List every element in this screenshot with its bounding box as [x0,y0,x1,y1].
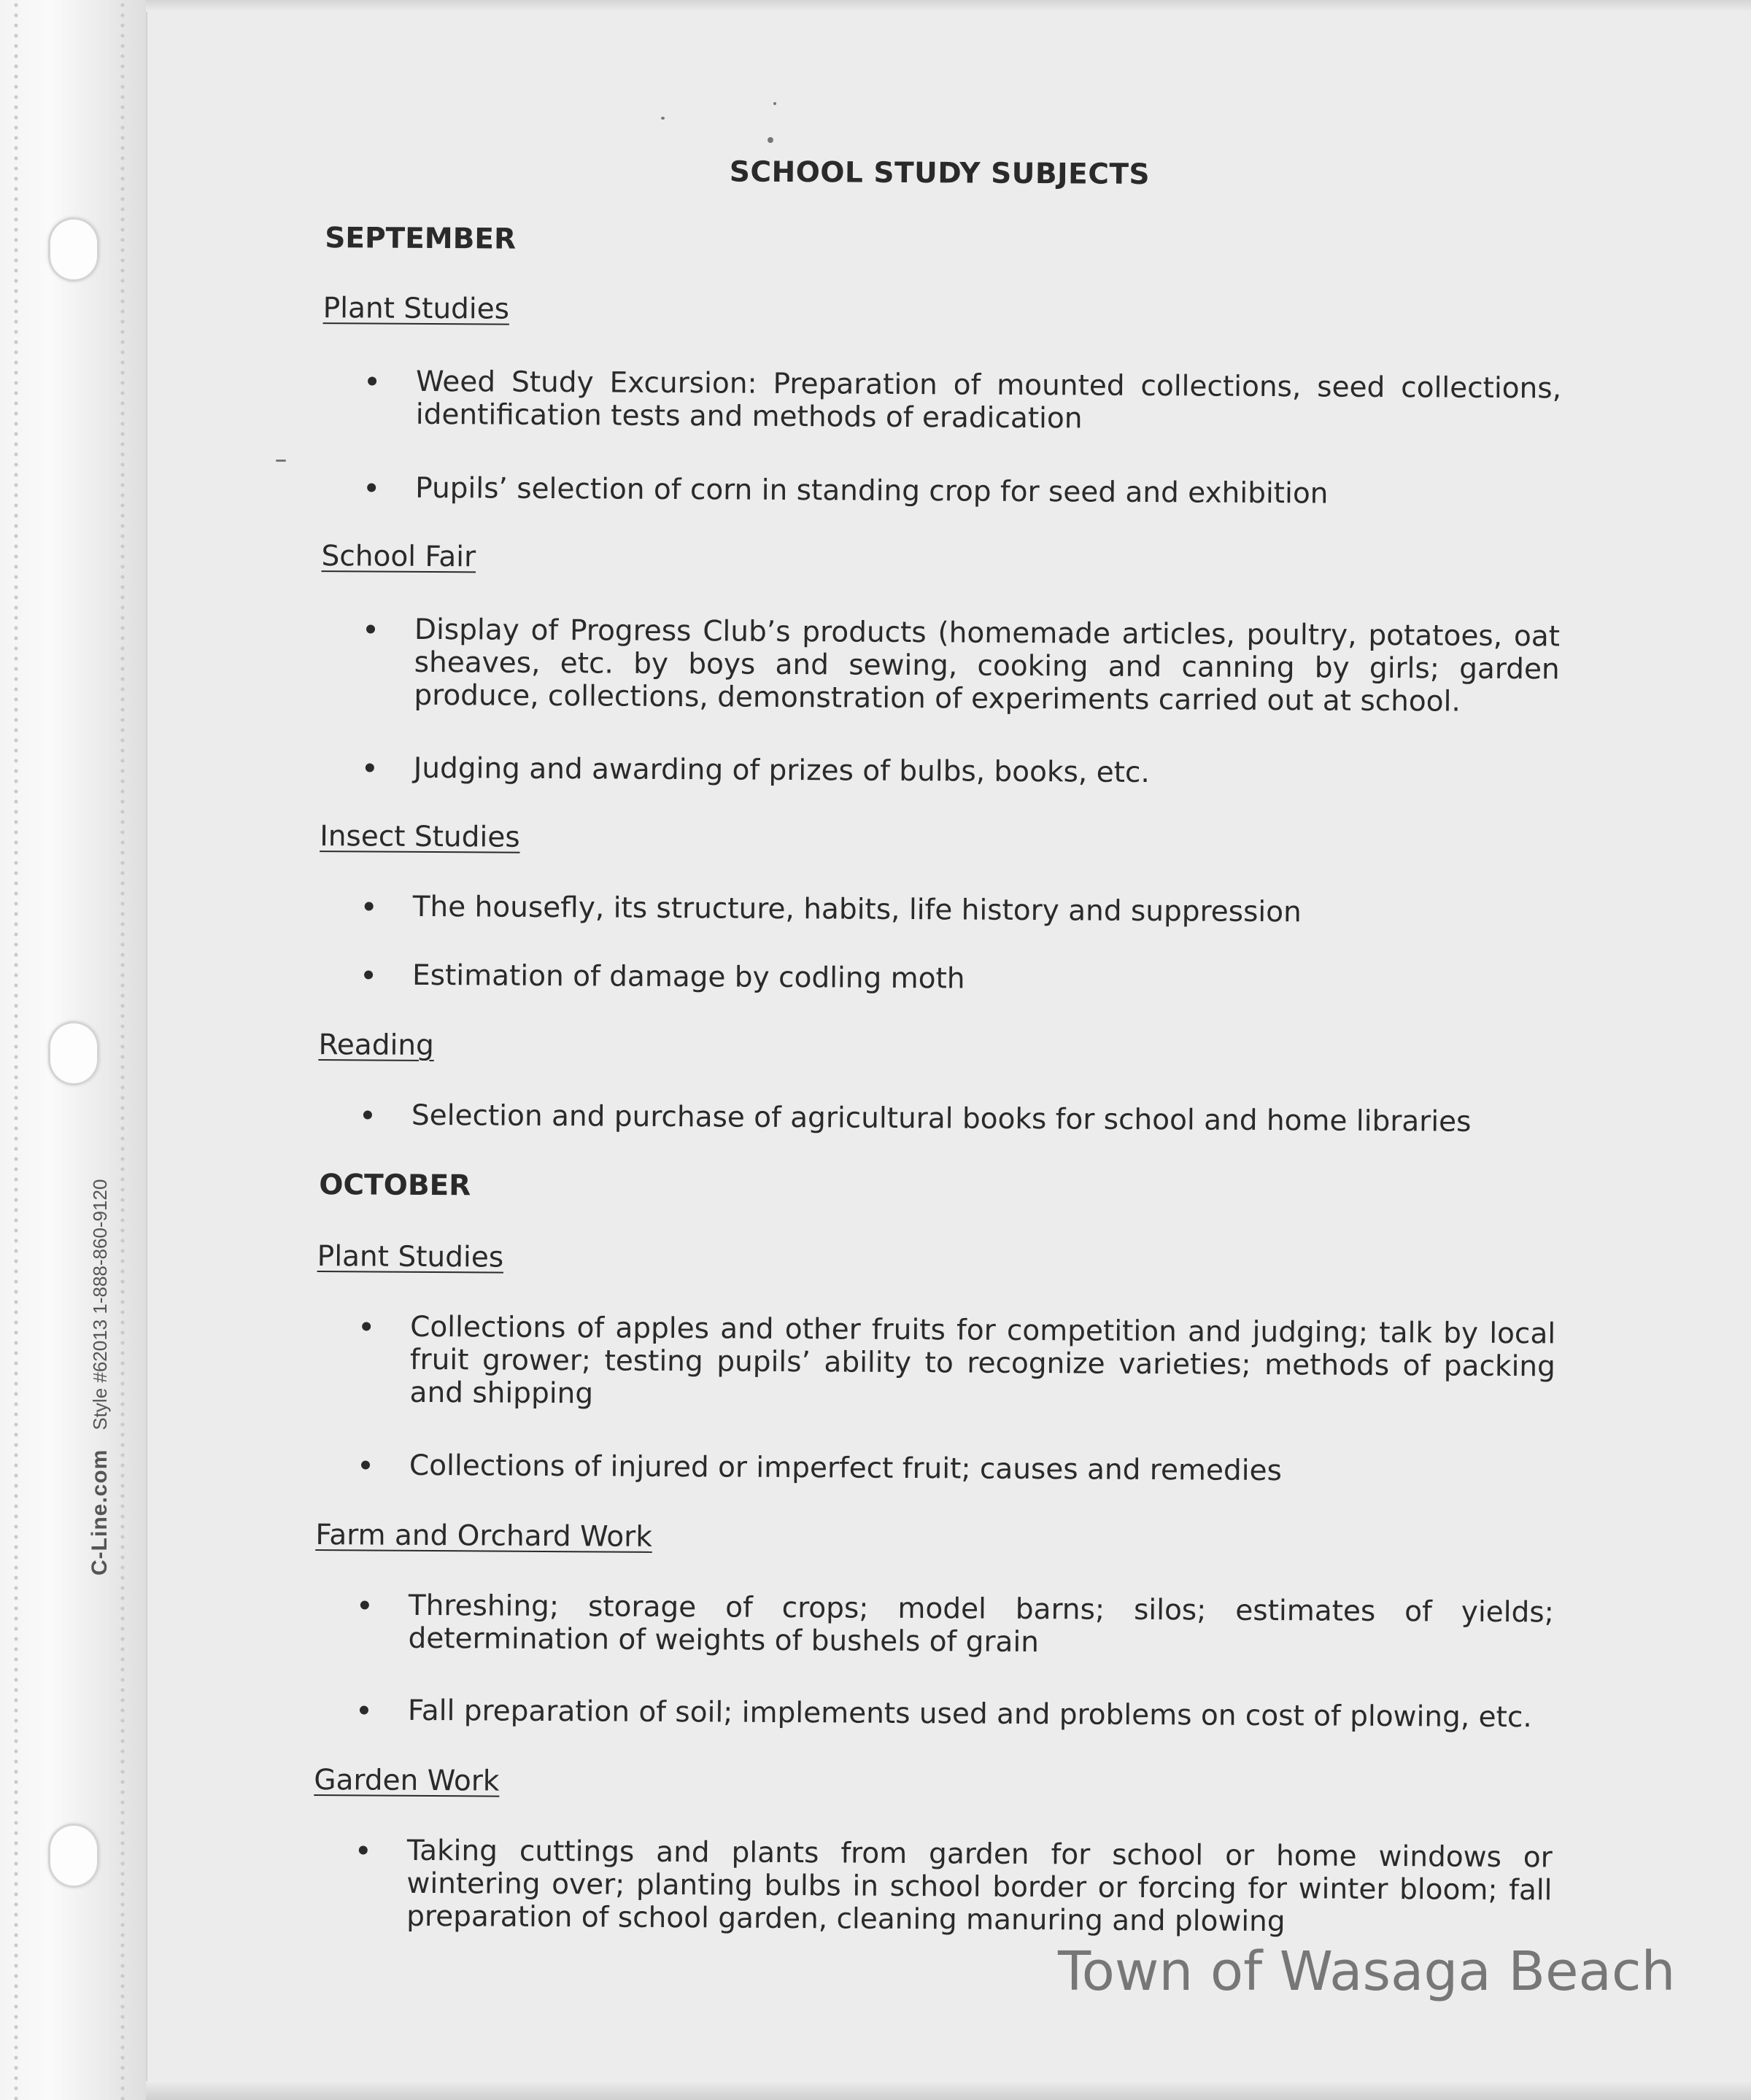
month-heading-october: OCTOBER [319,1169,471,1203]
list-item [408,1589,1554,1662]
binder-hole [48,217,99,282]
list-item-text: Judging and awarding of prizes of bulbs, books, etc. [413,751,1150,790]
brand-style-line: Style #62013 1-888-860-9120 [89,1179,111,1430]
brand-name: C-Line.com [88,1449,112,1576]
list-item [415,472,1561,512]
sleeve-brand-label [88,1179,112,1576]
page-bottom-edge [146,2081,1751,2100]
list-item [414,613,1560,719]
section-heading-farm-and-orchard-work: Farm and Orchard Work [315,1519,653,1554]
list-item-text: Weed Study Excursion: Preparation of mounted collections, seed collections, identification tests and methods of eradication [415,365,1562,435]
perforation-row [120,0,125,2100]
list-item [412,959,1558,999]
list-item-text: Collections of injured or imperfect fruit; causes and remedies [409,1449,1283,1488]
bullet-icon [366,763,374,772]
watermark: Town of Wasaga Beach [1058,1940,1676,2003]
dust-speck [773,102,776,105]
dust-speck [661,117,665,120]
dust-speck [276,460,286,462]
section-heading-insect-studies: Insect Studies [320,820,520,854]
bullet-icon [360,1705,368,1714]
bullet-icon [368,376,376,385]
page-top-edge [146,0,1751,12]
bullet-icon [365,902,374,910]
list-item [416,365,1562,438]
bullet-icon [367,483,376,492]
list-item-text: Selection and purchase of agricultural books for school and home libraries [411,1099,1472,1139]
list-item [413,891,1558,931]
list-item-text: The housefly, its structure, habits, life history and suppression [412,890,1302,929]
list-item-text: Threshing; storage of crops; model barns; silos; estimates of yields; determination of weights of bushels of grain [408,1589,1554,1659]
list-item-text: Collections of apples and other fruits for competition and judging; talk by local fruit grower; testing pupils’ ability to recognize varieties; methods of packing and shipping [409,1310,1556,1411]
list-item [409,1449,1555,1489]
bullet-icon [362,1322,371,1330]
month-heading-september: SEPTEMBER [325,222,517,256]
section-heading-school-fair: School Fair [321,540,476,574]
dust-speck [768,137,773,143]
bullet-icon [361,1460,370,1469]
perforation-row [13,0,19,2100]
list-item [409,1311,1555,1417]
binder-hole [48,1021,99,1085]
list-item-text: Pupils’ selection of corn in standing crop for seed and exhibition [415,471,1329,511]
list-item-text: Estimation of damage by codling moth [411,958,965,996]
list-item [406,1834,1553,1940]
section-heading-reading: Reading [318,1028,434,1063]
bullet-icon [363,1110,372,1119]
document-title: SCHOOL STUDY SUBJECTS [729,155,1151,192]
section-heading-garden-work: Garden Work [314,1764,500,1798]
bullet-icon [366,624,375,633]
sheet-protector-strip [0,0,147,2100]
list-item [408,1694,1553,1735]
bullet-icon [359,1845,368,1854]
list-item-text: Display of Progress Club’s products (homemade articles, poultry, potatoes, oat sheaves, etc. by boys and sewing, cooking and canning by girls; garden produce, collections, demonstration of experiments carried out at school. [414,613,1561,718]
binder-hole [48,1824,99,1888]
section-heading-plant-studies: Plant Studies [317,1240,504,1274]
list-item [414,752,1559,792]
section-heading-plant-studies: Plant Studies [322,292,510,326]
document-page [314,153,1562,1939]
list-item-text: Fall preparation of soil; implements used and problems on cost of plowing, etc. [407,1694,1532,1735]
list-item [411,1099,1557,1139]
list-item-text: Taking cuttings and plants from garden for school or home windows or wintering over; planting bulbs in school border or forcing for winter bloom; fall preparation of school garden, cleaning manuring and plowing [406,1834,1553,1939]
bullet-icon [360,1600,369,1609]
bullet-icon [364,970,373,979]
